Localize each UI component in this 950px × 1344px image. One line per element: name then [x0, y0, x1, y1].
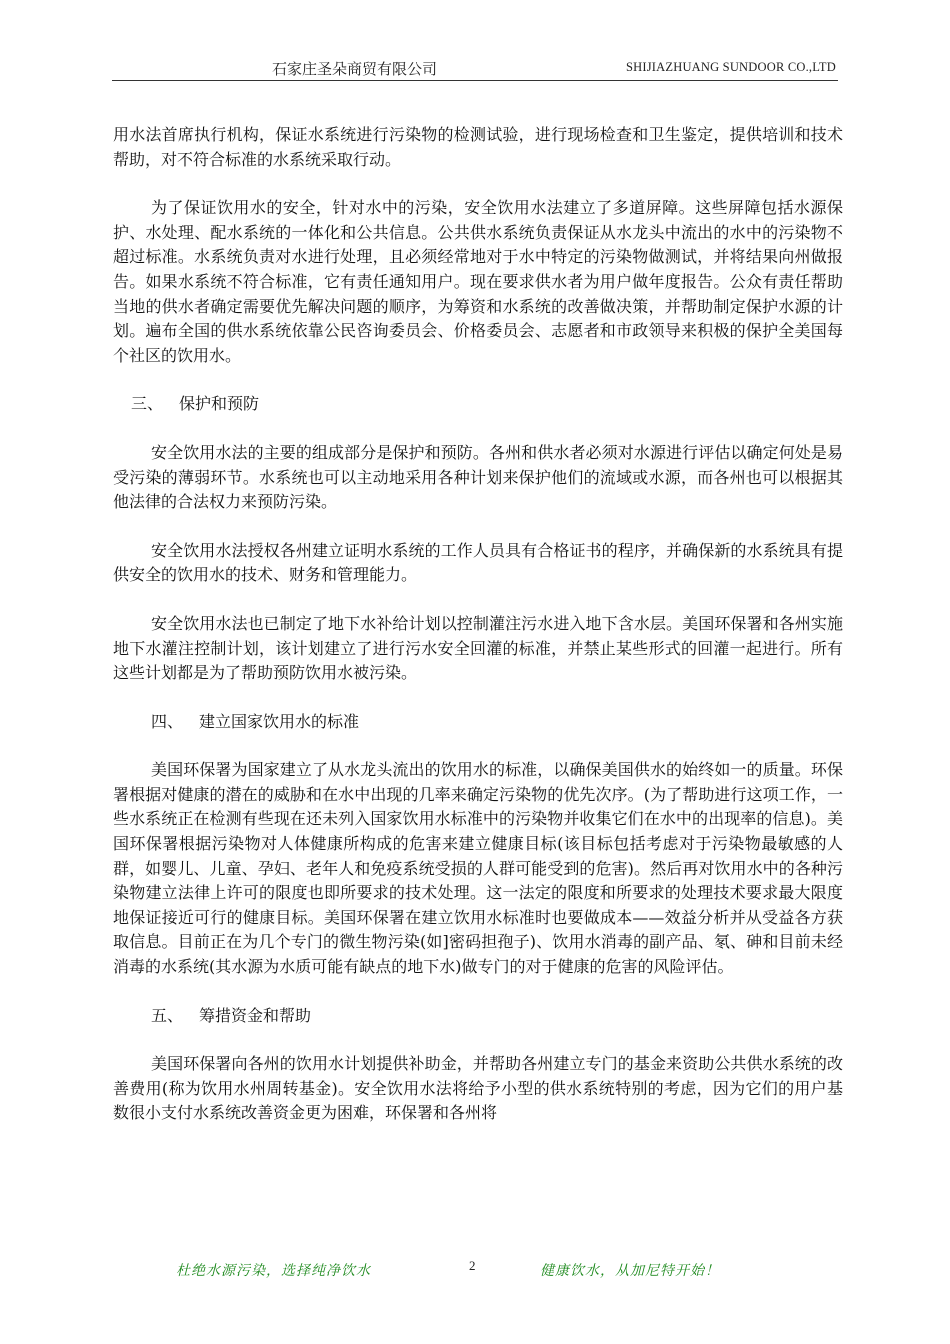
paragraph-3: 安全饮用水法的主要的组成部分是保护和预防。各州和供水者必须对水源进行评估以确定何处是易受污染的薄弱环节。水系统也可以主动地采用各种计划来保护他们的流域或水源，而各州也可以根据其他法律的合法权力来预防污染。	[113, 442, 843, 512]
section-5-number: 五、	[151, 1005, 184, 1025]
paragraph-1: 用水法首席执行机构，保证水系统进行污染物的检测试验，进行现场检查和卫生鉴定，提供培训和技术帮助，对不符合标准的水系统采取行动。	[113, 125, 843, 169]
header-company-cn: 石家庄圣朵商贸有限公司	[272, 60, 438, 78]
document-body	[113, 123, 843, 1150]
section-4-number: 四、	[151, 711, 184, 731]
section-heading-3	[113, 392, 843, 417]
section-3-title: 保护和预防	[179, 394, 260, 414]
section-heading-5	[113, 1004, 843, 1029]
header-company-en: SHIJIAZHUANG SUNDOOR CO.,LTD	[625, 60, 836, 74]
paragraph-7: 美国环保署向各州的饮用水计划提供补助金，并帮助各州建立专门的基金来资助公共供水系统的改善费用(称为饮用水州周转基金)。安全饮用水法将给予小型的供水系统特别的考虑，因为它们的用户基数很小支付水系统改善资金更为困难，环保署和各州将	[113, 1054, 843, 1123]
page-header	[112, 56, 838, 81]
page-footer	[0, 1256, 950, 1286]
section-3-number: 三、	[131, 394, 164, 414]
footer-slogan-right: 健康饮水，从加尼特开始！	[540, 1263, 720, 1279]
section-5-title: 筹措资金和帮助	[199, 1005, 312, 1025]
paragraph-6: 美国环保署为国家建立了从水龙头流出的饮用水的标准，以确保美国供水的始终如一的质量。环保署根据对健康的潜在的威胁和在水中出现的几率来确定污染物的优先次序。(为了帮助进行这项工作，一些水系统正在检测有些现在还未列入国家饮用水标准中的污染物并收集它们在水中的出现率的信息)。美国环保署根据污染物对人体健康所构成的危害来建立健康目标(该目标包括考虑对于污染物最敏感的人群，如婴儿、儿童、孕妇、老年人和免疫系统受损的人群可能受到的危害)。然后再对饮用水中的各种污染物建立法律上许可的限度也即所要求的技术处理。这一法定的限度和所要求的处理技术要求最大限度地保证接近可行的健康目标。美国环保署在建立饮用水标准时也要做成本——效益分析并从受益各方获取信息。目前正在为几个专门的微生物污染(如]密码担孢子)、饮用水消毒的副产品、氡、砷和目前未经消毒的水系统(其水源为水质可能有缺点的地下水)做专门的对于健康的危害的风险评估。	[113, 760, 843, 977]
section-4-title: 建立国家饮用水的标准	[199, 711, 360, 731]
paragraph-2: 为了保证饮用水的安全，针对水中的污染，安全饮用水法建立了多道屏障。这些屏障包括水源保护、水处理、配水系统的一体化和公共信息。公共供水系统负责保证从水龙头中流出的水中的污染物不超过标准。水系统负责对水进行处理，且必须经常地对于水中特定的污染物做测试，并将结果向州做报告。如果水系统不符合标准，它有责任通知用户。现在要求供水者为用户做年度报告。公众有责任帮助当地的供水者确定需要优先解决问题的顺序，为筹资和水系统的改善做决策，并帮助制定保护水源的计划。遍布全国的供水系统依靠公民咨询委员会、价格委员会、志愿者和市政领导来积极的保护全美国每个社区的饮用水。	[113, 198, 843, 365]
paragraph-5: 安全饮用水法也已制定了地下水补给计划以控制灌注污水进入地下含水层。美国环保署和各州实施地下水灌注控制计划，该计划建立了进行污水安全回灌的标准，并禁止某些形式的回灌一起进行。所有这些计划都是为了帮助预防饮用水被污染。	[113, 613, 843, 683]
section-heading-4	[113, 710, 843, 735]
page-number: 2	[469, 1258, 476, 1273]
paragraph-4: 安全饮用水法授权各州建立证明水系统的工作人员具有合格证书的程序，并确保新的水系统具有提供安全的饮用水的技术、财务和管理能力。	[113, 540, 843, 585]
footer-slogan-left: 杜绝水源污染，选择纯净饮水	[176, 1263, 371, 1279]
